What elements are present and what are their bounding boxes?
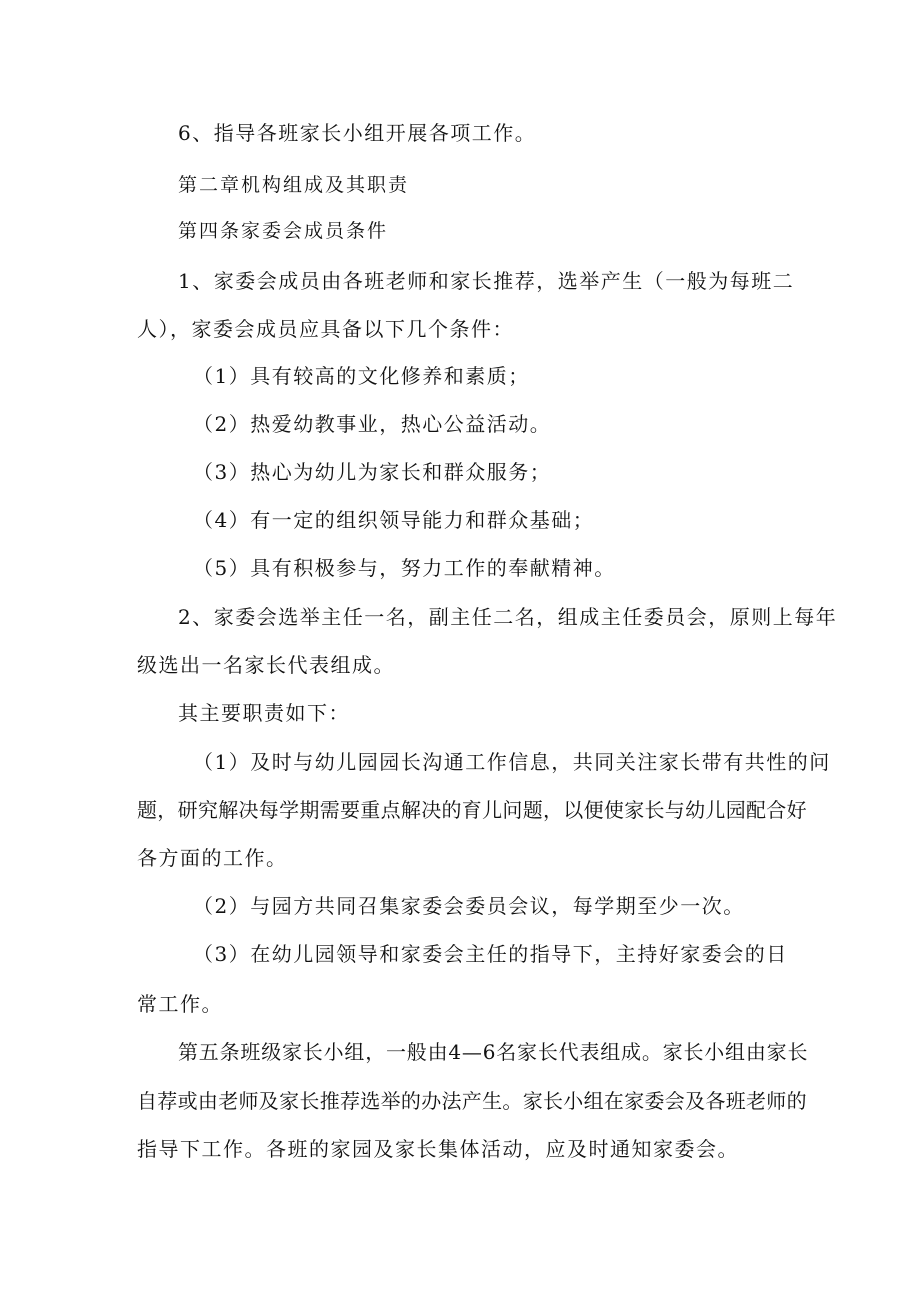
paragraph-line: 其主要职责如下： xyxy=(178,701,350,725)
list-item: （4）有一定的组织领导能力和群众基础； xyxy=(193,508,595,532)
list-item: （2）与园方共同召集家委会委员会议，每学期至少一次。 xyxy=(193,894,745,918)
paragraph-line: 6、指导各班家长小组开展各项工作。 xyxy=(178,121,537,145)
list-item: （2）热爱幼教事业，热心公益活动。 xyxy=(193,412,552,436)
list-item: （3）热心为幼儿为家长和群众服务； xyxy=(193,460,552,484)
list-item: （1）具有较高的文化修养和素质； xyxy=(193,364,530,388)
paragraph-line: 自荐或由老师及家长推荐选举的办法产生。家长小组在家委会及各班老师的 xyxy=(137,1089,807,1113)
article-heading: 第四条家委会成员条件 xyxy=(178,220,389,242)
paragraph-line: 指导下工作。各班的家园及家长集体活动，应及时通知家委会。 xyxy=(137,1137,739,1161)
paragraph-line: 第五条班级家长小组，一般由4—6名家长代表组成。家长小组由家长 xyxy=(178,1040,809,1064)
paragraph-line: 级选出一名家长代表组成。 xyxy=(137,653,395,677)
paragraph-line: 题，研究解决每学期需要重点解决的育儿问题，以便使家长与幼儿园配合好 xyxy=(137,798,807,822)
paragraph-line: （1）及时与幼儿园园长沟通工作信息，共同关注家长带有共性的问 xyxy=(193,750,831,774)
paragraph-line: 1、家委会成员由各班老师和家长推荐，选举产生（一般为每班二 xyxy=(178,269,795,293)
list-item: （3）在幼儿园领导和家委会主任的指导下，主持好家委会的日 xyxy=(193,942,788,966)
paragraph-line: 各方面的工作。 xyxy=(137,846,288,870)
chapter-heading: 第二章机构组成及其职责 xyxy=(178,174,410,196)
paragraph-line: 人），家委会成员应具备以下几个条件： xyxy=(137,317,514,341)
list-item: （5）具有积极参与，努力工作的奉献精神。 xyxy=(193,556,616,580)
paragraph-line: 2、家委会选举主任一名，副主任二名，组成主任委员会，原则上每年 xyxy=(178,605,838,629)
paragraph-line: 常工作。 xyxy=(137,992,223,1016)
